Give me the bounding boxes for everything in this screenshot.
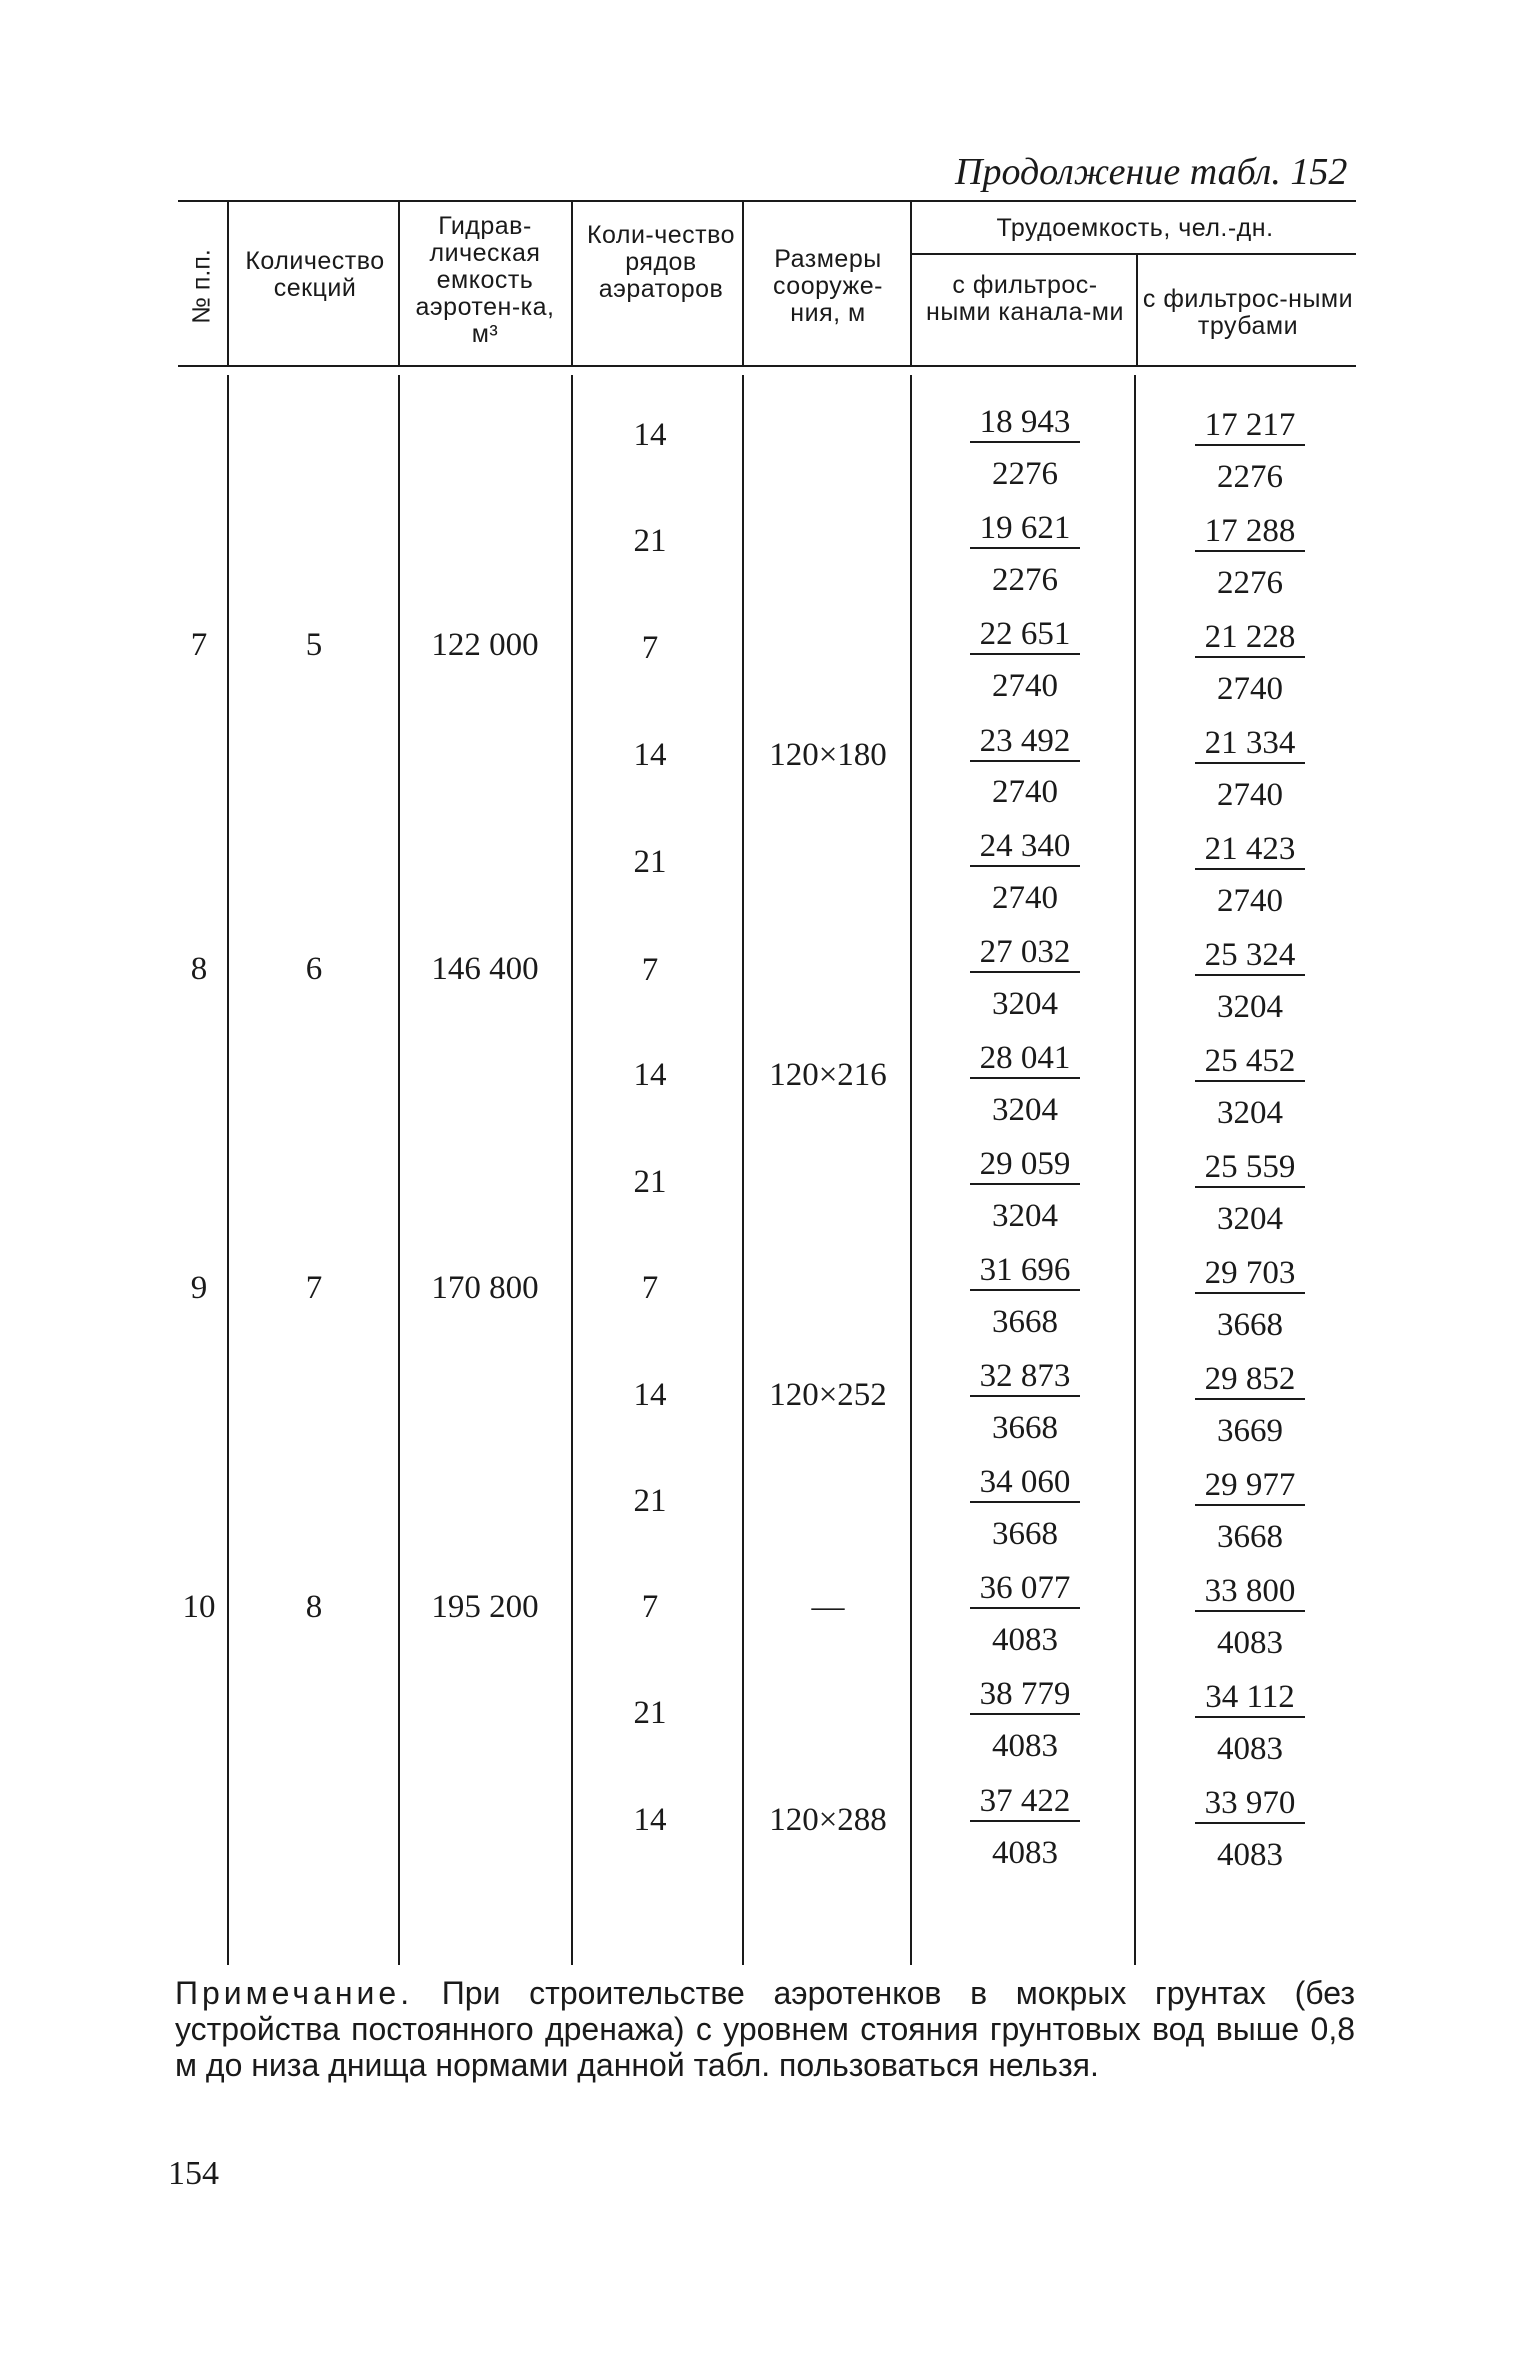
labor-pipes-total: 34 112 [1195,1678,1305,1718]
labor-subheader-rule [912,253,1356,255]
labor-channels-sub: 3668 [992,1304,1058,1340]
note-text: При строительстве аэротенков в мокрых грунтах (без устройства постоянного дренажа) с уровнем стояния грунтовых вод выше 0,8 м до низа днища нормами данной табл. пользоваться нельзя. [175,1975,1355,2083]
sections-count: 7 [305,1270,323,1306]
table-note [175,1975,1355,2083]
header-capacity: Гидрав-лическая емкость аэротен-ка, м³ [415,212,555,348]
header-divider [398,200,400,365]
labor-pipes-sub: 4083 [1217,1625,1283,1661]
capacity-value: 195 200 [431,1589,539,1625]
header-structure-size: Размеры сооруже-ния, м [773,245,883,327]
labor-channels-total: 36 077 [970,1569,1080,1609]
labor-pipes-total: 33 800 [1195,1572,1305,1612]
aerator-rows: 14 [633,1057,667,1093]
body-divider [571,375,573,1965]
labor-pipes-total: 21 228 [1195,618,1305,658]
body-divider [1134,375,1136,1965]
labor-pipes-sub: 3204 [1217,989,1283,1025]
labor-pipes-total: 17 217 [1195,406,1305,446]
structure-size: 120×288 [769,1802,887,1838]
labor-channels-sub: 3668 [992,1516,1058,1552]
labor-channels-sub: 3204 [992,1198,1058,1234]
table-top-rule [178,200,1356,202]
header-bottom-rule [178,365,1356,367]
labor-channels-total: 19 621 [970,509,1080,549]
labor-channels-total: 18 943 [970,403,1080,443]
labor-channels-sub: 2276 [992,456,1058,492]
labor-pipes-total: 21 334 [1195,724,1305,764]
labor-pipes-total: 29 703 [1195,1254,1305,1294]
labor-channels-sub: 2740 [992,880,1058,916]
labor-pipes-sub: 2740 [1217,777,1283,813]
capacity-value: 122 000 [431,627,539,663]
labor-channels-total: 32 873 [970,1357,1080,1397]
header-row-number: № п.п. [187,249,216,324]
header-labor-channels: с фильтрос-ными канала-ми [926,271,1124,326]
aerator-rows: 21 [633,1483,667,1519]
structure-size: 120×180 [769,737,887,773]
labor-pipes-total: 25 452 [1195,1042,1305,1082]
labor-channels-sub: 4083 [992,1728,1058,1764]
aerator-rows: 14 [633,1377,667,1413]
labor-channels-total: 37 422 [970,1782,1080,1822]
header-divider [910,200,912,365]
labor-pipes-sub: 3669 [1217,1413,1283,1449]
aerator-rows: 7 [641,1270,659,1306]
labor-channels-sub: 3204 [992,986,1058,1022]
header-aerator-rows: Коли-чество рядов аэраторов [586,221,736,303]
note-label: Примечание. [175,1975,414,2011]
labor-pipes-sub: 3668 [1217,1519,1283,1555]
aerator-rows: 21 [633,1164,667,1200]
aerator-rows: 14 [633,417,667,453]
structure-size: 120×216 [769,1057,887,1093]
capacity-value: 170 800 [431,1270,539,1306]
labor-pipes-sub: 3668 [1217,1307,1283,1343]
labor-channels-sub: 3204 [992,1092,1058,1128]
labor-pipes-sub: 4083 [1217,1731,1283,1767]
labor-pipes-sub: 2740 [1217,883,1283,919]
sections-count: 8 [305,1589,323,1625]
header-sections: Количество секций [245,247,385,302]
body-divider [742,375,744,1965]
page-number: 154 [168,2155,219,2192]
labor-pipes-total: 25 559 [1195,1148,1305,1188]
aerator-rows: 21 [633,1695,667,1731]
labor-channels-total: 23 492 [970,722,1080,762]
labor-pipes-total: 29 977 [1195,1466,1305,1506]
header-divider [227,200,229,365]
body-divider [398,375,400,1965]
labor-pipes-sub: 2276 [1217,459,1283,495]
table-caption: Продолжение табл. 152 [955,151,1348,193]
labor-channels-total: 34 060 [970,1463,1080,1503]
header-labor: Трудоемкость, чел.-дн. [996,214,1274,242]
labor-channels-sub: 4083 [992,1622,1058,1658]
labor-channels-sub: 4083 [992,1835,1058,1871]
labor-pipes-sub: 2740 [1217,671,1283,707]
labor-channels-total: 28 041 [970,1039,1080,1079]
aerator-rows: 7 [641,630,659,666]
labor-channels-total: 27 032 [970,933,1080,973]
aerator-rows: 7 [641,952,659,988]
row-number: 8 [190,951,208,987]
labor-pipes-sub: 4083 [1217,1837,1283,1873]
labor-channels-total: 22 651 [970,615,1080,655]
labor-pipes-total: 25 324 [1195,936,1305,976]
labor-pipes-sub: 3204 [1217,1095,1283,1131]
labor-channels-total: 24 340 [970,827,1080,867]
labor-channels-total: 29 059 [970,1145,1080,1185]
aerator-rows: 21 [633,844,667,880]
row-number: 9 [190,1270,208,1306]
aerator-rows: 21 [633,523,667,559]
labor-channels-total: 31 696 [970,1251,1080,1291]
capacity-value: 146 400 [431,951,539,987]
labor-pipes-total: 21 423 [1195,830,1305,870]
labor-channels-sub: 2740 [992,668,1058,704]
aerator-rows: 7 [641,1589,659,1625]
header-divider [1136,253,1138,365]
header-divider [571,200,573,365]
labor-pipes-total: 29 852 [1195,1360,1305,1400]
header-labor-pipes: с фильтрос-ными трубами [1142,285,1354,340]
labor-pipes-total: 17 288 [1195,512,1305,552]
labor-channels-sub: 3668 [992,1410,1058,1446]
structure-size: — [811,1589,845,1625]
sections-count: 6 [305,951,323,987]
labor-pipes-sub: 2276 [1217,565,1283,601]
row-number: 7 [190,627,208,663]
labor-channels-sub: 2276 [992,562,1058,598]
labor-pipes-sub: 3204 [1217,1201,1283,1237]
header-divider [742,200,744,365]
structure-size: 120×252 [769,1377,887,1413]
labor-pipes-total: 33 970 [1195,1784,1305,1824]
aerator-rows: 14 [633,737,667,773]
body-divider [910,375,912,1965]
row-number: 10 [182,1589,216,1625]
labor-channels-total: 38 779 [970,1675,1080,1715]
aerator-rows: 14 [633,1802,667,1838]
sections-count: 5 [305,627,323,663]
body-divider [227,375,229,1965]
labor-channels-sub: 2740 [992,774,1058,810]
